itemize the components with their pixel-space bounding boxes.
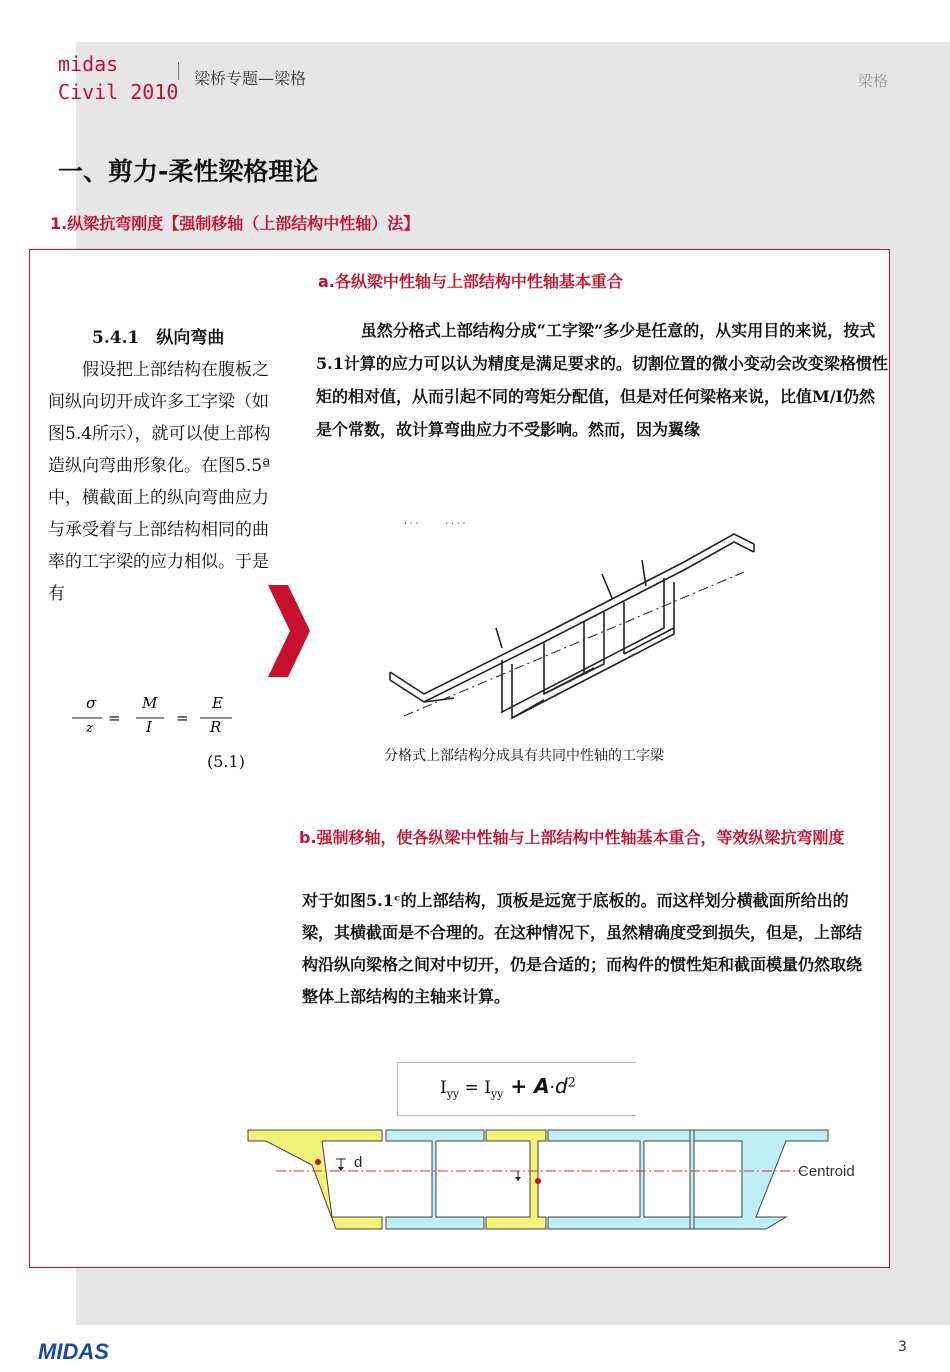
formula-rhs-sub: yy <box>490 1087 504 1101</box>
yellow-left-girder <box>248 1130 382 1229</box>
formula-rhs: I <box>484 1078 491 1098</box>
brand-line-2: Civil 2010 <box>58 80 179 104</box>
d-label: d <box>354 1154 363 1171</box>
eq-E: E <box>212 694 223 712</box>
formula-eq: = <box>459 1078 485 1098</box>
centroid-label: Centroid <box>798 1163 855 1180</box>
brand-line-1: midas <box>58 52 119 76</box>
sub-title: 1.纵梁抗弯刚度【强制移轴（上部结构中性轴）法】 <box>50 214 420 233</box>
svg-text:· · · · · · ·: · · · · · · · <box>404 519 466 529</box>
figure-1-caption: 分格式上部结构分成具有共同中性轴的工字梁 <box>384 748 664 764</box>
formula-lhs-sub: yy <box>446 1087 460 1101</box>
excerpt-paragraph: 假设把上部结构在腹板之间纵向切开成许多工字梁（如图5.4所示），就可以使上部构造纵向弯曲形象化。在图5.5ª中，横截面上的纵向弯曲应力与承受着与上部结构相同的曲率的工字梁的应力相似。于是有 <box>48 360 271 604</box>
header-topic: 梁桥专题—梁格 <box>194 69 307 88</box>
eq-R: R <box>210 718 222 736</box>
eq-equals-2: = <box>176 709 189 727</box>
eq-M: M <box>142 694 158 712</box>
left-book-excerpt <box>48 322 278 610</box>
midas-logo <box>38 1338 118 1362</box>
header-divider <box>178 62 179 80</box>
brand-logo-text <box>58 50 178 106</box>
point-a-label: a.各纵梁中性轴与上部结构中性轴基本重合 <box>318 272 623 291</box>
formula-dot: · <box>549 1078 555 1098</box>
point-b-label: b.强制移轴，使各纵梁中性轴与上部结构中性轴基本重合，等效纵梁抗弯刚度 <box>299 828 845 847</box>
header-section-label: 梁格 <box>858 72 889 90</box>
box-section-figure <box>246 1125 886 1235</box>
point-a-text: 虽然分格式上部结构分成“工字梁”多少是任意的，从实用目的来说，按式5.1计算的应力可以认为精度是满足要求的。切割位置的微小变动会改变梁格惯性矩的相对值，从而引起不同的弯矩分配值，但是对任何梁格来说，比值M/I仍然是个常数，故计算弯曲应力不受影响。然而，因为翼缘 <box>316 321 888 439</box>
eq-sigma: σ <box>86 694 97 712</box>
cyan-cell-right <box>690 1130 694 1229</box>
point-b-text: 对于如图5.1ᶜ的上部结构，顶板是远宽于底板的。而这样划分横截面所给出的梁，其横截面是不合理的。在这种情况下，虽然精确度受到损失，但是，上部结构沿纵向梁格之间对中切开，仍是合适的；而构件的惯性矩和截面模量仍然取绕整体上部结构的主轴来计算。 <box>302 891 863 1006</box>
formula-plus: + <box>503 1074 535 1098</box>
eq-I: I <box>146 718 152 736</box>
section-title: 一、剪力-柔性梁格理论 <box>58 157 319 186</box>
cyan-cell-2 <box>386 1130 484 1229</box>
formula-lhs: I <box>440 1078 447 1098</box>
formula-d: d <box>554 1074 568 1098</box>
cyan-cell-3 <box>548 1130 690 1229</box>
eq-equals-1: = <box>108 709 121 727</box>
equation-number: (5.1) <box>207 752 245 771</box>
chevron-right-icon <box>266 585 310 677</box>
excerpt-heading: 5.4.1 纵向弯曲 <box>92 328 225 348</box>
logo-text: MIDAS <box>38 1339 109 1362</box>
parallel-axis-formula <box>440 1074 576 1100</box>
box-girder-figure <box>384 512 764 722</box>
eq-z: z <box>86 721 93 736</box>
formula-A: A <box>534 1074 550 1098</box>
formula-exp: 2 <box>567 1075 576 1091</box>
page-number: 3 <box>898 1339 907 1355</box>
